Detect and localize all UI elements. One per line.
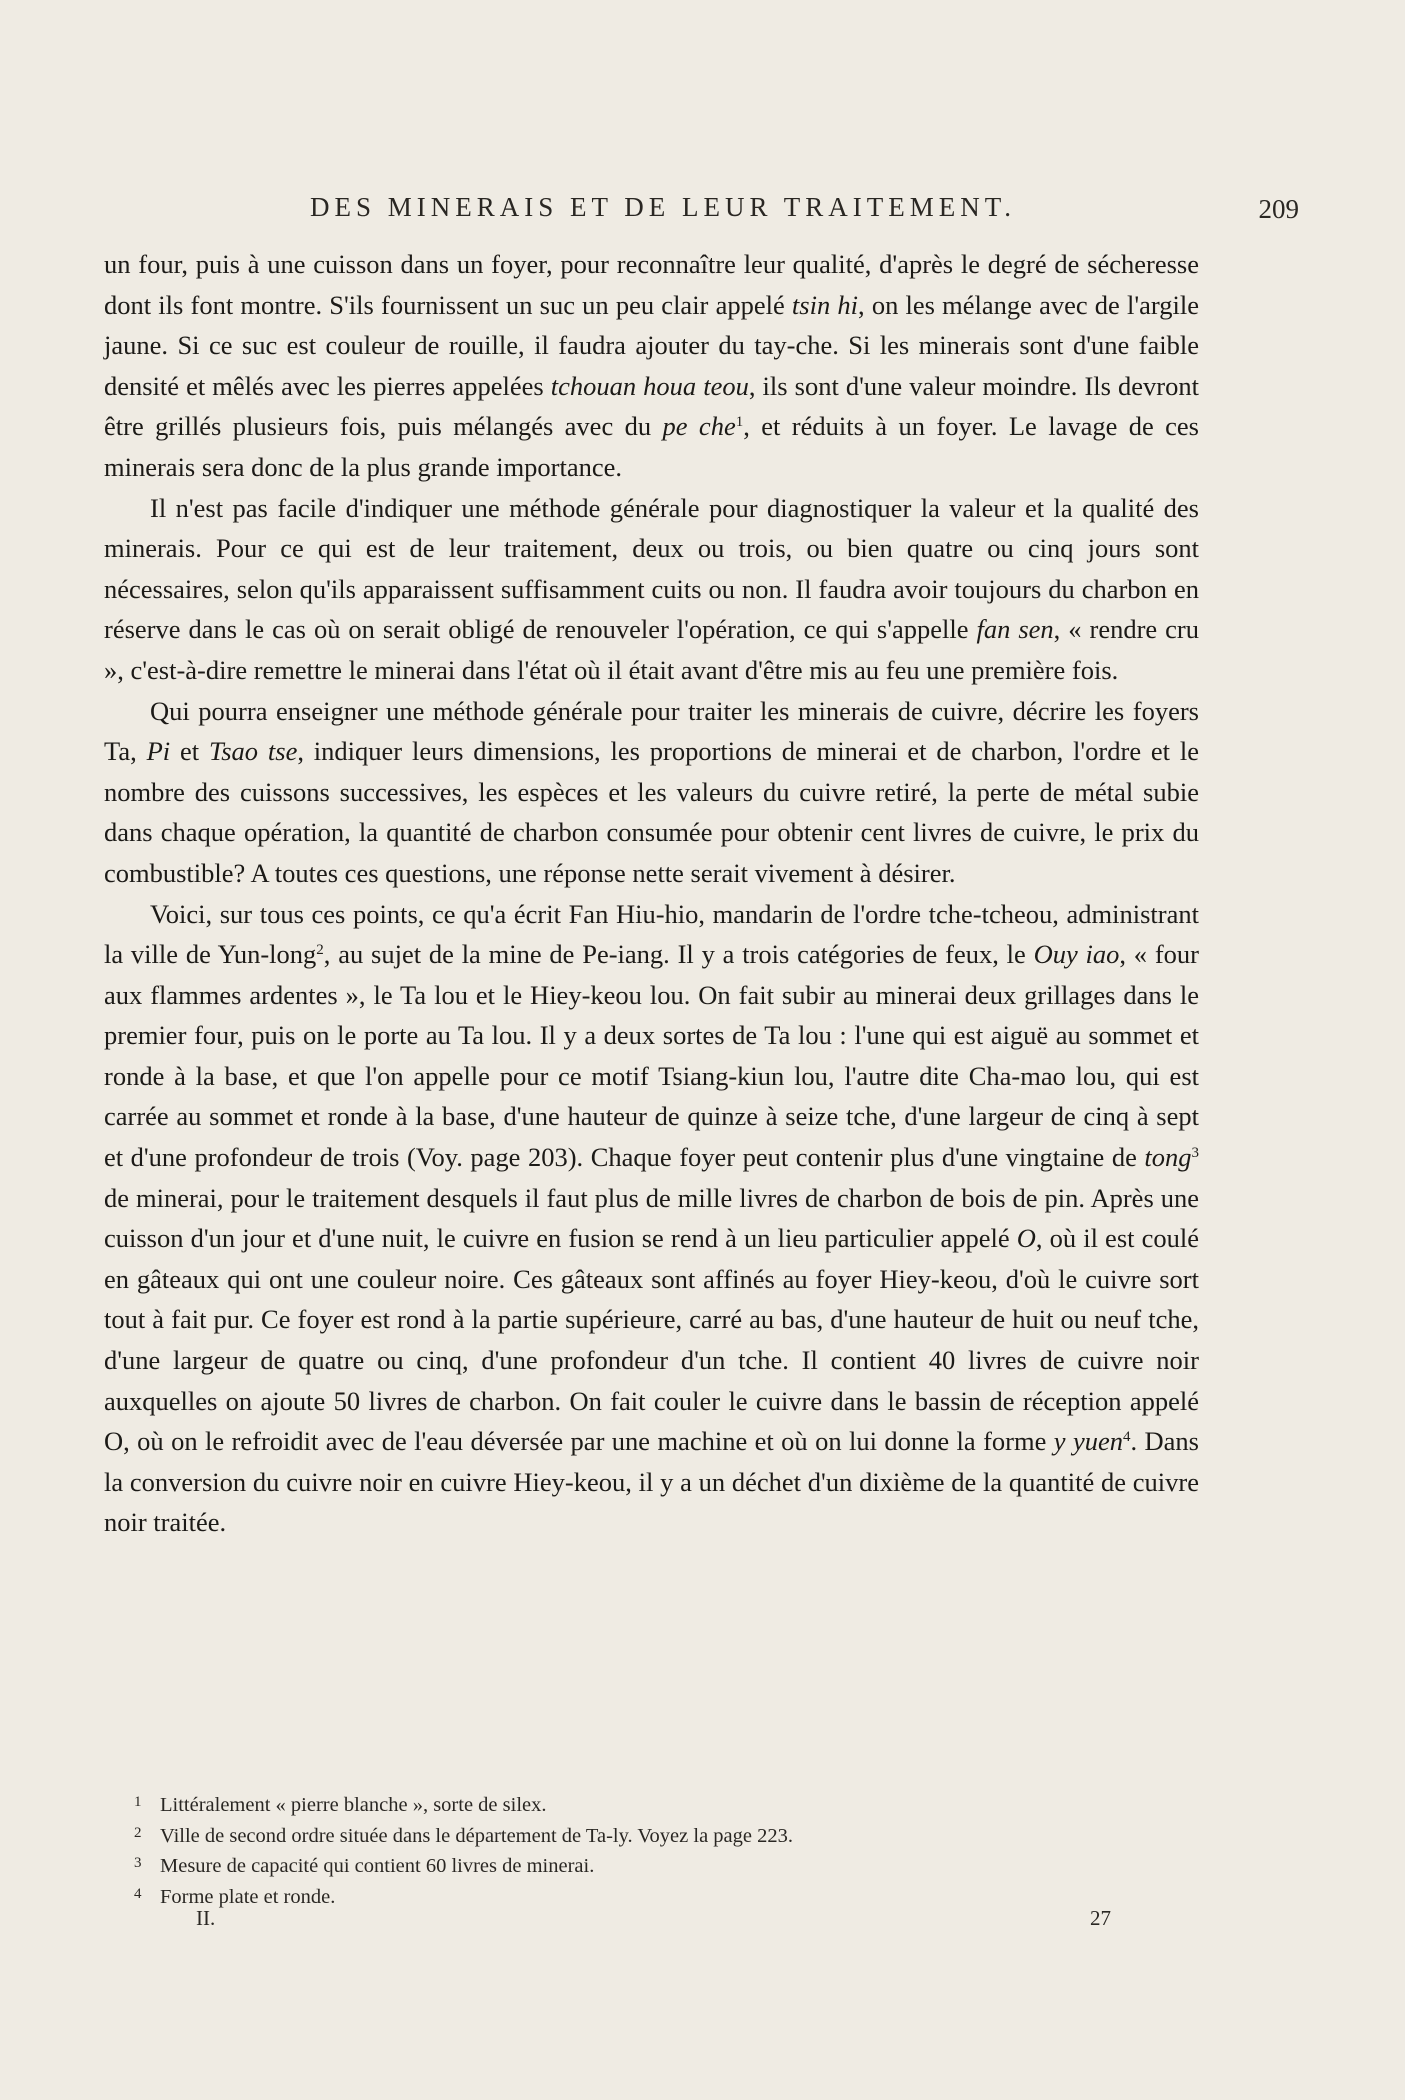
text-run: , où il est coulé en gâteaux qui ont une couleur noire. Ces gâteaux sont affinés au foyer Hiey-keou, d'où le cuivre sort tout à fait pur. Ce foyer est rond à la partie supérieure, carré au bas, d'une hauteur de huit ou neuf tche, d'une largeur de quatre ou cinq, d'une profondeur d'un tche. Il contient 40 livres de cuivre noir auxquelles on ajoute 50 livres de charbon. On fait couler le cuivre dans le bassin de réception appelé O, où on le refroidit avec de l'eau déversée par une machine et où on lui donne la forme bbox=[104, 1223, 1199, 1457]
italic-term: tchouan houa teou bbox=[550, 370, 749, 401]
text-run: , « rendre cru », c'est-à-dire remettre le minerai dans l'état où il était avant d'être mis au feu une première fois. bbox=[104, 614, 1199, 685]
footnote bbox=[134, 1821, 1199, 1852]
text-run: de minerai, pour le traitement desquels il faut plus de mille livres de charbon de bois de pin. Après une cuisson d'un jour et d'une nuit, le cuivre en fusion se rend à un lieu particulier appelé bbox=[104, 1182, 1199, 1254]
italic-term: tsin hi bbox=[791, 289, 858, 320]
paragraph bbox=[104, 894, 1199, 1544]
footnote-text: Ville de second ordre située dans le département de Ta-ly. Voyez la page 223. bbox=[160, 1824, 793, 1847]
italic-term: Ouy iao bbox=[1033, 939, 1120, 970]
italic-term: Tsao tse bbox=[208, 736, 298, 767]
running-title: DES MINERAIS ET DE LEUR TRAITEMENT. bbox=[310, 192, 1016, 222]
footnote-reference: 1 bbox=[735, 414, 744, 431]
text-run: un four, puis à une cuisson dans un foyer, pour reconnaître leur qualité, d'après le degré de sécheresse dont ils font montre. S'ils fournissent un suc un peu clair appelé bbox=[104, 249, 1199, 320]
paragraph bbox=[104, 488, 1199, 691]
footnote-reference: 4 bbox=[1122, 1429, 1131, 1446]
signature-mark: II. bbox=[196, 1906, 216, 1930]
text-run: , « four aux flammes ardentes », le Ta lou et le Hiey-keou lou. On fait subir au minerai deux grillages dans le premier four, puis on le porte au Ta lou. Il y a deux sortes de Ta lou : l'une qui est aiguë au sommet et ronde à la base, et que l'on appelle pour ce motif Tsiang-kiun lou, l'autre dite Cha-mao lou, qui est carrée au sommet et ronde à la base, d'une hauteur de quinze à seize tche, d'une largeur de cinq à sept et d'une profondeur de trois (Voy. page 203). Chaque foyer peut contenir plus d'une vingtaine de bbox=[104, 939, 1199, 1173]
footnote bbox=[134, 1882, 1199, 1913]
footnote-text: Littéralement « pierre blanche », sorte de silex. bbox=[160, 1794, 547, 1816]
text-run: Voici, sur tous ces points, ce qu'a écrit Fan Hiu-hio, mandarin de l'ordre tche-tcheou, administrant la ville de Yun-long bbox=[104, 898, 1199, 970]
footnote-reference: 2 bbox=[316, 942, 324, 959]
main-text bbox=[104, 244, 1199, 1543]
paragraph bbox=[104, 691, 1199, 894]
page-number: 209 bbox=[1258, 194, 1299, 224]
text-run: , ils sont d'une valeur moindre. Ils devront être grillés plusieurs fois, puis mélangés avec du bbox=[104, 370, 1199, 442]
text-run: et bbox=[170, 736, 209, 767]
page-header bbox=[104, 192, 1299, 232]
italic-term: Pi bbox=[146, 736, 171, 767]
text-run: Il n'est pas facile d'indiquer une méthode générale pour diagnostiquer la valeur et la qualité des minerais. Pour ce qui est de leur traitement, deux ou trois, ou bien quatre ou cinq jours sont nécessaires, selon qu'ils apparaissent suffisamment cuits ou non. Il faudra avoir toujours du charbon en réserve dans le cas où on serait obligé de renouveler l'opération, ce qui s'appelle bbox=[104, 492, 1199, 645]
text-run: , indiquer leurs dimensions, les proportions de minerai et de charbon, l'ordre et le nombre des cuissons successives, les espèces et les valeurs du cuivre retiré, la perte de métal subie dans chaque opération, la quantité de charbon consumée pour obtenir cent livres de cuivre, le prix du combustible? A toutes ces questions, une réponse nette serait vivement à désirer. bbox=[104, 736, 1200, 888]
text-run: , on les mélange avec de l'argile jaune. Si ce suc est couleur de rouille, il faudra ajouter du tay-che. Si les minerais sont d'une faible densité et mêlés avec les pierres appelées bbox=[104, 289, 1199, 401]
italic-term: fan sen bbox=[976, 614, 1054, 645]
footnote-reference: 3 bbox=[1191, 1145, 1199, 1162]
footnote-text: Mesure de capacité qui contient 60 livres de minerai. bbox=[160, 1855, 595, 1877]
text-run: Qui pourra enseigner une méthode générale pour traiter les minerais de cuivre, décrire les foyers Ta, bbox=[104, 695, 1199, 767]
text-run: , au sujet de la mine de Pe-iang. Il y a trois catégories de feux, le bbox=[323, 939, 1034, 970]
italic-term: O bbox=[1016, 1223, 1036, 1254]
footnote-mark: 1 bbox=[134, 1794, 142, 1810]
footnote-text: Forme plate et ronde. bbox=[160, 1885, 336, 1908]
italic-term: tong bbox=[1144, 1142, 1192, 1173]
text-run: . Dans la conversion du cuivre noir en cuivre Hiey-keou, il y a un déchet d'un dixième de la quantité de cuivre noir traitée. bbox=[104, 1426, 1199, 1538]
footnote bbox=[134, 1790, 1199, 1821]
sheet-number: 27 bbox=[1090, 1906, 1111, 1930]
footnote-mark: 3 bbox=[134, 1855, 142, 1871]
footnote-mark: 2 bbox=[134, 1824, 142, 1841]
text-run: , et réduits à un foyer. Le lavage de ces minerais sera donc de la plus grande importance. bbox=[104, 411, 1199, 482]
paragraph bbox=[104, 244, 1199, 488]
footnote-mark: 4 bbox=[134, 1885, 142, 1902]
italic-term: pe che bbox=[662, 411, 736, 442]
footnotes bbox=[134, 1790, 1199, 1912]
footnote bbox=[134, 1851, 1199, 1882]
italic-term: y yuen bbox=[1053, 1426, 1123, 1457]
